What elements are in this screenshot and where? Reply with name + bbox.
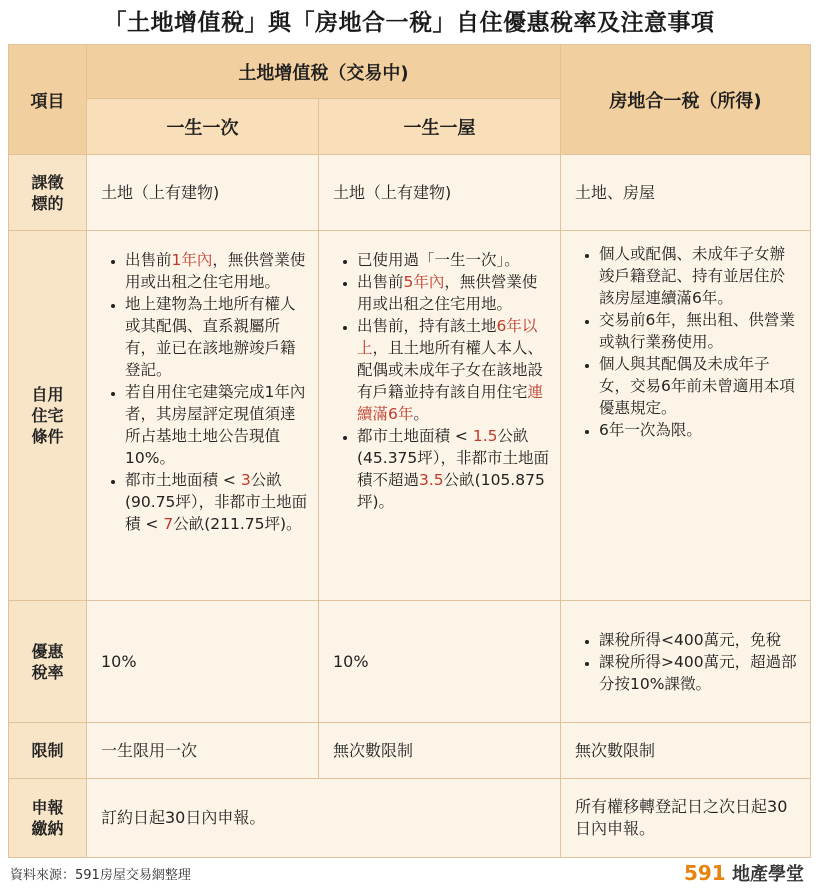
target-col1: 土地（上有建物) [87,155,319,231]
logo-text: 地產學堂 [732,864,804,885]
rate-list [575,629,800,695]
conditions-col2 [319,231,561,601]
limit-col2: 無次數限制 [319,723,561,779]
highlight-text: 1.5 [472,427,498,445]
target-col2: 土地（上有建物) [319,155,561,231]
condition2-item [357,249,550,271]
header-house-land-tax: 房地合一稅（所得) [561,45,811,155]
rate-item: • 課稅所得>400萬元，超過部分按10%課徵。 [599,651,800,695]
limit-col1: 一生限用一次 [87,723,319,779]
header-one-house: 一生一屋 [319,99,561,155]
condition1-item [125,381,308,469]
row-label-limit: 限制 [9,723,87,779]
conditions-col3 [561,231,811,601]
conditions-list-3 [575,243,800,441]
condition3-item: • 交易前6年，無出租、供營業或執行業務使用。 [599,309,800,353]
condition-text: 公畝(211.75坪)。 [173,515,302,533]
highlight-text: 1年內 [171,251,213,269]
logo-number: 591 [683,861,726,885]
row-label-filing [9,779,87,858]
condition-text: 已使用過「一生一次」。 [357,251,520,269]
condition1-item [125,293,308,381]
row-label-target [9,155,87,231]
condition-text: 都市土地面積 < [357,427,473,445]
conditions-list-1 [101,249,308,535]
condition-text: 公畝(105.875坪)。 [357,471,545,511]
condition-text: 。 [413,405,429,423]
rate-col1: 10% [87,601,319,723]
condition-text: ，且土地所有權人本人、配偶或未成年子女在該地設有戶籍並持有該自用住宅 [357,339,544,401]
comparison-table [8,44,811,858]
condition-text: 出售前 [125,251,172,269]
condition2-item [357,315,550,425]
highlight-text: 6年以上 [357,317,538,357]
condition-text: 公畝(90.75坪），非都市土地面積 < [125,471,308,533]
condition3-item: • 個人與其配偶及未成年子女，交易6年前未曾適用本項優惠規定。 [599,353,800,419]
limit-col3: 無次數限制 [561,723,811,779]
condition2-item [357,271,550,315]
conditions-list-2 [333,249,550,513]
condition-text: ，無供營業使用或出租之住宅用地。 [357,273,538,313]
condition-text: 都市土地面積 < [125,471,241,489]
label-text: 申報繳納 [31,798,64,838]
condition-text: 出售前 [357,273,404,291]
target-col3: 土地、房屋 [561,155,811,231]
condition-text: 若自用住宅建築完成1年內者，其房屋評定現值須達所占基地土地公告現值10%。 [125,383,306,467]
condition-text: 出售前，持有該土地 [357,317,497,335]
condition-text: 公畝(45.375坪），非都市土地面積不超過 [357,427,550,489]
condition-text: 地上建物為土地所有權人或其配偶、直系親屬所有，並已在該地辦竣戶籍登記。 [125,295,296,379]
filing-col12: 訂約日起30日內申報。 [87,779,561,858]
header-once-in-life: 一生一次 [87,99,319,155]
condition1-item [125,469,308,535]
highlight-text: 3.5 [419,471,444,489]
rate-col2: 10% [319,601,561,723]
label-text: 自用住宅條件 [31,385,64,446]
header-item: 項目 [9,45,87,155]
highlight-text: 3 [240,471,251,489]
filing-col3: 所有權移轉登記日之次日起30日內申報。 [561,779,811,858]
page-title: 「土地增值稅」與「房地合一稅」自住優惠稅率及注意事項 [103,10,715,36]
rate-item: • 課稅所得<400萬元，免稅 [599,629,800,651]
condition2-item [357,425,550,513]
conditions-col1 [87,231,319,601]
highlight-text: 5年內 [403,273,445,291]
condition3-item: • 6年一次為限。 [599,419,800,441]
row-label-conditions [9,231,87,601]
rate-col3 [561,601,811,723]
highlight-text: 7 [163,515,174,533]
source-note: 資料來源：591房屋交易網整理 [10,868,191,883]
highlight-text: 連續滿6年 [357,383,544,423]
header-land-tax: 土地增值稅（交易中) [87,45,561,99]
condition-text: ，無供營業使用或出租之住宅用地。 [125,251,306,291]
condition3-item: • 個人或配偶、未成年子女辦竣戶籍登記、持有並居住於該房屋連續滿6年。 [599,243,800,309]
row-label-rate [9,601,87,723]
label-text: 優惠稅率 [31,641,64,682]
condition1-item [125,249,308,293]
logo [684,860,804,886]
label-text: 課徵標的 [31,172,64,213]
